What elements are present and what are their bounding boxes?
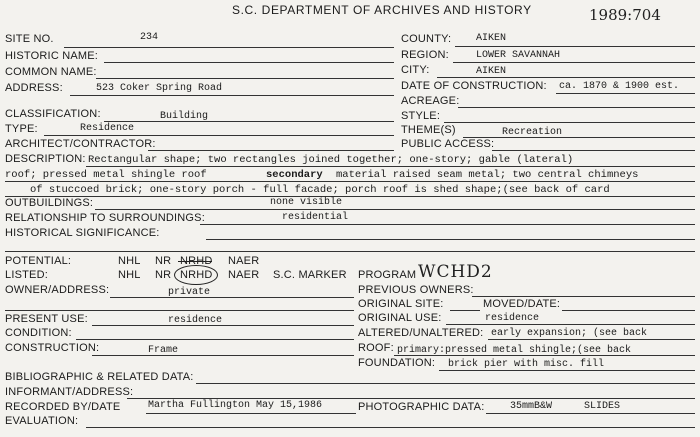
bibliographic-label: BIBLIOGRAPHIC & RELATED DATA: xyxy=(5,371,194,383)
site-no-label: SITE NO. xyxy=(5,33,54,45)
style-line xyxy=(444,122,695,123)
description-label: DESCRIPTION: xyxy=(5,153,86,165)
architect-line xyxy=(148,150,394,151)
county-value: AIKEN xyxy=(476,33,507,44)
card-title: S.C. DEPARTMENT OF ARCHIVES AND HISTORY xyxy=(232,3,532,17)
listed-nr: NR xyxy=(155,269,172,281)
original-use-label: ORIGINAL USE: xyxy=(358,312,442,324)
themes-label: THEME(S) xyxy=(401,124,456,136)
original-site-label: ORIGINAL SITE: xyxy=(358,298,444,310)
type-value: Residence xyxy=(80,123,135,134)
sc-marker-label: S.C. MARKER xyxy=(273,269,347,281)
type-label: TYPE: xyxy=(5,123,38,135)
original-site-line xyxy=(450,310,480,311)
listed-naer: NAER xyxy=(228,269,260,281)
relationship-label: RELATIONSHIP TO SURROUNDINGS: xyxy=(5,212,205,224)
listed-label: LISTED: xyxy=(5,269,48,281)
classification-label: CLASSIFICATION: xyxy=(5,108,101,120)
common-name-label: COMMON NAME: xyxy=(5,66,97,78)
architect-label: ARCHITECT/CONTRACTOR: xyxy=(5,138,156,150)
evaluation-line xyxy=(86,427,695,428)
construction-label: CONSTRUCTION: xyxy=(5,342,100,354)
region-label: REGION: xyxy=(401,49,449,61)
owner-address-line-2 xyxy=(5,310,354,311)
description-line-2c: material raised seam metal; two central chimneys xyxy=(336,169,639,181)
foundation-value: brick pier with misc. fill xyxy=(448,359,605,370)
classification-line xyxy=(104,121,394,122)
description-line-2-rule xyxy=(5,181,695,182)
historical-significance-label: HISTORICAL SIGNIFICANCE: xyxy=(5,227,160,239)
historical-significance-line xyxy=(206,239,695,240)
recorded-by-line xyxy=(146,413,356,414)
description-line-1: Rectangular shape; two rectangles joined together; one-story; gable (lateral) xyxy=(88,154,574,166)
address-line xyxy=(70,95,394,96)
condition-label: CONDITION: xyxy=(5,327,72,339)
description-line-2a: roof; pressed metal shingle roof xyxy=(5,169,207,181)
photographic-data-value: 35mmB&W xyxy=(510,401,553,412)
roof-line xyxy=(394,355,695,356)
present-use-value: residence xyxy=(168,315,223,326)
original-use-line xyxy=(446,324,695,325)
region-value: LOWER SAVANNAH xyxy=(476,50,561,61)
county-line xyxy=(455,46,695,47)
description-line-1-rule xyxy=(86,166,695,167)
informant-line xyxy=(127,398,695,399)
foundation-line xyxy=(439,370,695,371)
roof-value: primary:pressed metal shingle;(see back xyxy=(397,345,632,356)
recorded-by-value: Martha Fullington May 15,1986 xyxy=(148,400,323,411)
potential-nrhd: NRHD xyxy=(180,255,213,267)
historic-name-line xyxy=(104,62,394,63)
style-label: STYLE: xyxy=(401,110,441,122)
photographic-data-line xyxy=(486,413,695,414)
themes-value: Recreation xyxy=(502,127,563,138)
description-line-3-rule xyxy=(5,196,695,197)
potential-naer: NAER xyxy=(228,255,260,267)
condition-line xyxy=(76,339,354,340)
owner-address-label: OWNER/ADDRESS: xyxy=(5,284,110,296)
potential-nhl: NHL xyxy=(118,255,141,267)
date-of-construction-value: ca. 1870 & 1900 est. xyxy=(559,81,680,92)
city-label: CITY: xyxy=(401,64,430,76)
altered-value: early expansion; (see back xyxy=(491,328,648,339)
themes-line xyxy=(463,137,695,138)
moved-date-label: MOVED/DATE: xyxy=(483,298,561,310)
description-line-2-emphasis: secondary xyxy=(266,169,323,181)
altered-label: ALTERED/UNALTERED: xyxy=(358,327,484,339)
construction-value: Frame xyxy=(148,345,179,356)
potential-label: POTENTIAL: xyxy=(5,255,72,267)
acreage-label: ACREAGE: xyxy=(401,95,460,107)
region-line xyxy=(453,62,695,63)
potential-nr: NR xyxy=(155,255,172,267)
previous-owners-label: PREVIOUS OWNERS: xyxy=(358,284,474,296)
city-value: AIKEN xyxy=(476,66,507,77)
moved-date-line xyxy=(562,310,695,311)
evaluation-label: EVALUATION: xyxy=(5,415,79,427)
public-access-line xyxy=(492,150,695,151)
construction-line xyxy=(92,355,354,356)
address-label: ADDRESS: xyxy=(5,82,63,94)
roof-label: ROOF: xyxy=(358,342,394,354)
site-no-value: 234 xyxy=(140,32,159,43)
owner-address-value: private xyxy=(168,287,211,298)
relationship-line xyxy=(200,224,695,225)
recorded-by-label: RECORDED BY/DATE xyxy=(5,401,121,413)
outbuildings-label: OUTBUILDINGS: xyxy=(5,197,94,209)
altered-line xyxy=(488,339,695,340)
date-of-construction-label: DATE OF CONSTRUCTION: xyxy=(401,80,547,92)
site-no-line xyxy=(64,47,394,48)
outbuildings-line xyxy=(95,209,695,210)
present-use-line xyxy=(92,325,354,326)
date-of-construction-line xyxy=(556,93,695,94)
description-line-3: of stuccoed brick; one-story porch - full facade; porch roof is shed shape;(see back of card xyxy=(30,184,610,196)
city-line xyxy=(437,77,695,78)
county-label: COUNTY: xyxy=(401,33,452,45)
informant-label: INFORMANT/ADDRESS: xyxy=(5,386,134,398)
common-name-line xyxy=(96,78,394,79)
original-use-value: residence xyxy=(485,313,540,324)
public-access-label: PUBLIC ACCESS: xyxy=(401,138,495,150)
program-label: PROGRAM xyxy=(358,269,417,281)
photographic-data-label: PHOTOGRAPHIC DATA: xyxy=(358,401,485,413)
listed-nrhd: NRHD xyxy=(180,269,213,281)
listed-nhl: NHL xyxy=(118,269,141,281)
handwritten-accession-number: 1989:704 xyxy=(589,6,661,24)
slides-label: SLIDES xyxy=(584,401,621,412)
present-use-label: PRESENT USE: xyxy=(5,313,88,325)
listed-nrhd-circle xyxy=(174,265,218,285)
relationship-value: residential xyxy=(282,212,349,223)
foundation-label: FOUNDATION: xyxy=(358,357,436,369)
acreage-line xyxy=(458,107,695,108)
outbuildings-value: none visible xyxy=(270,197,343,208)
program-handwritten: WCHD2 xyxy=(418,262,493,282)
historic-name-label: HISTORIC NAME: xyxy=(5,50,99,62)
historical-significance-line-2 xyxy=(5,251,695,252)
bibliographic-line xyxy=(196,383,695,384)
previous-owners-line xyxy=(472,296,695,297)
type-line xyxy=(44,135,394,136)
potential-nrhd-strike xyxy=(178,261,212,262)
classification-value: Building xyxy=(160,111,209,122)
address-value: 523 Coker Spring Road xyxy=(96,83,223,94)
owner-address-line xyxy=(110,297,354,298)
